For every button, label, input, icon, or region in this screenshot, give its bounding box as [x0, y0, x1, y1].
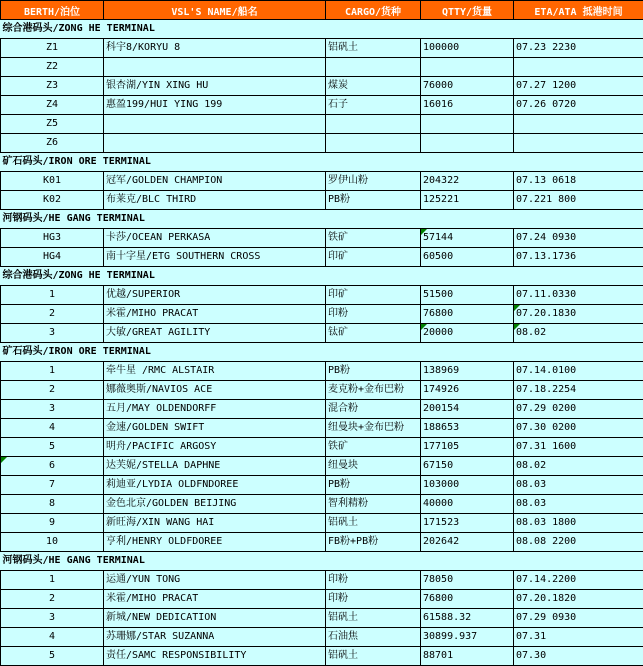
- eta-cell: 07.30 0200: [514, 419, 643, 438]
- eta-cell: 07.26 0720: [514, 96, 643, 115]
- table-row: [1, 324, 643, 343]
- vessel-cell: 惠盈199/HUI YING 199: [104, 96, 326, 115]
- section-title: 河钢码头/HE GANG TERMINAL: [1, 552, 643, 571]
- qtty-cell: 177105: [421, 438, 514, 457]
- qtty-cell: [421, 134, 514, 153]
- vessel-cell: 达芙妮/STELLA DAPHNE: [104, 457, 326, 476]
- berth-cell: 4: [1, 419, 104, 438]
- qtty-cell: 60500: [421, 248, 514, 267]
- table-row: [1, 628, 643, 647]
- cargo-cell: [326, 134, 421, 153]
- berth-cell: 7: [1, 476, 104, 495]
- qtty-cell: 57144: [421, 229, 514, 248]
- cargo-cell: 石子: [326, 96, 421, 115]
- eta-cell: 08.03: [514, 495, 643, 514]
- eta-cell: 07.31: [514, 628, 643, 647]
- cargo-cell: 铝矾土: [326, 647, 421, 666]
- eta-cell: 07.14.0100: [514, 362, 643, 381]
- qtty-cell: 138969: [421, 362, 514, 381]
- cargo-cell: 钛矿: [326, 324, 421, 343]
- berth-cell: HG4: [1, 248, 104, 267]
- eta-cell: 07.221 800: [514, 191, 643, 210]
- vessel-cell: [104, 134, 326, 153]
- table-row: [1, 590, 643, 609]
- qtty-cell: 61588.32: [421, 609, 514, 628]
- section-header-row: [1, 552, 643, 571]
- cargo-cell: 印粉: [326, 590, 421, 609]
- berth-cell: 3: [1, 324, 104, 343]
- table-row: [1, 96, 643, 115]
- vessel-cell: 银杏湖/YIN XING HU: [104, 77, 326, 96]
- vessel-cell: 南十字星/ETG SOUTHERN CROSS: [104, 248, 326, 267]
- section-header-row: [1, 210, 643, 229]
- berth-cell: 5: [1, 647, 104, 666]
- qtty-cell: 30899.937: [421, 628, 514, 647]
- vessel-cell: 运通/YUN TONG: [104, 571, 326, 590]
- table-row: [1, 609, 643, 628]
- vessel-cell: [104, 115, 326, 134]
- vessel-cell: 新旺海/XIN WANG HAI: [104, 514, 326, 533]
- berth-cell: 9: [1, 514, 104, 533]
- cargo-cell: 纽曼块+金布巴粉: [326, 419, 421, 438]
- berth-cell: 10: [1, 533, 104, 552]
- berth-cell: K02: [1, 191, 104, 210]
- section-header-row: [1, 20, 643, 39]
- vessel-cell: 金色北京/GOLDEN BEIJING: [104, 495, 326, 514]
- berth-cell: 2: [1, 381, 104, 400]
- table-body: [1, 20, 643, 666]
- qtty-cell: 204322: [421, 172, 514, 191]
- berth-cell: 1: [1, 362, 104, 381]
- berth-cell: Z2: [1, 58, 104, 77]
- qtty-cell: 16016: [421, 96, 514, 115]
- berth-cell: 2: [1, 590, 104, 609]
- table-row: [1, 134, 643, 153]
- cargo-cell: 铝矾土: [326, 609, 421, 628]
- eta-cell: 08.03: [514, 476, 643, 495]
- table-row: [1, 286, 643, 305]
- cargo-cell: 铁矿: [326, 438, 421, 457]
- cargo-cell: 印矿: [326, 248, 421, 267]
- vessel-cell: 新城/NEW DEDICATION: [104, 609, 326, 628]
- cargo-cell: 铝矾土: [326, 39, 421, 58]
- berth-cell: Z5: [1, 115, 104, 134]
- vessel-cell: 莉迪亚/LYDIA OLDFNDOREE: [104, 476, 326, 495]
- section-header-row: [1, 267, 643, 286]
- cargo-cell: 印粉: [326, 571, 421, 590]
- header-qtty: QTTY/货量: [421, 1, 514, 20]
- eta-cell: 07.29 0200: [514, 400, 643, 419]
- vessel-cell: 娜薇奥斯/NAVIOS ACE: [104, 381, 326, 400]
- berth-cell: 3: [1, 609, 104, 628]
- eta-cell: 07.23 2230: [514, 39, 643, 58]
- eta-cell: 07.20.1820: [514, 590, 643, 609]
- eta-cell: 07.29 0930: [514, 609, 643, 628]
- berth-cell: Z3: [1, 77, 104, 96]
- eta-cell: 08.03 1800: [514, 514, 643, 533]
- cargo-cell: 煤炭: [326, 77, 421, 96]
- vessel-cell: 明舟/PACIFIC ARGOSY: [104, 438, 326, 457]
- table-row: [1, 457, 643, 476]
- header-berth: BERTH/泊位: [1, 1, 104, 20]
- eta-cell: 07.20.1830: [514, 305, 643, 324]
- qtty-cell: 88701: [421, 647, 514, 666]
- qtty-cell: 76000: [421, 77, 514, 96]
- cargo-cell: 铁矿: [326, 229, 421, 248]
- table-row: [1, 571, 643, 590]
- table-row: [1, 115, 643, 134]
- table-row: [1, 77, 643, 96]
- vessel-cell: 牵牛星 /RMC ALSTAIR: [104, 362, 326, 381]
- berth-cell: 1: [1, 571, 104, 590]
- cargo-cell: PB粉: [326, 362, 421, 381]
- qtty-cell: 202642: [421, 533, 514, 552]
- eta-cell: 07.11.0330: [514, 286, 643, 305]
- qtty-cell: 67150: [421, 457, 514, 476]
- table-row: [1, 172, 643, 191]
- eta-cell: 08.02: [514, 457, 643, 476]
- berth-cell: Z4: [1, 96, 104, 115]
- table-row: [1, 229, 643, 248]
- vessel-cell: 亨利/HENRY OLDFDOREE: [104, 533, 326, 552]
- qtty-cell: 100000: [421, 39, 514, 58]
- vessel-cell: 苏珊娜/STAR SUZANNA: [104, 628, 326, 647]
- section-title: 河钢码头/HE GANG TERMINAL: [1, 210, 643, 229]
- header-row: [1, 1, 643, 20]
- qtty-cell: 51500: [421, 286, 514, 305]
- qtty-cell: 125221: [421, 191, 514, 210]
- cargo-cell: [326, 115, 421, 134]
- eta-cell: 08.02: [514, 324, 643, 343]
- berth-cell: Z6: [1, 134, 104, 153]
- berth-cell: K01: [1, 172, 104, 191]
- cargo-cell: FB粉+PB粉: [326, 533, 421, 552]
- section-header-row: [1, 153, 643, 172]
- eta-cell: [514, 58, 643, 77]
- qtty-cell: 174926: [421, 381, 514, 400]
- vessel-cell: 优越/SUPERIOR: [104, 286, 326, 305]
- berth-cell: 1: [1, 286, 104, 305]
- table-row: [1, 191, 643, 210]
- berth-cell: 5: [1, 438, 104, 457]
- eta-cell: 07.13.1736: [514, 248, 643, 267]
- eta-cell: 07.13 0618: [514, 172, 643, 191]
- table-row: [1, 248, 643, 267]
- cargo-cell: 纽曼块: [326, 457, 421, 476]
- qtty-cell: 200154: [421, 400, 514, 419]
- berth-cell: 3: [1, 400, 104, 419]
- eta-cell: [514, 115, 643, 134]
- qtty-cell: 76800: [421, 590, 514, 609]
- vessel-cell: [104, 58, 326, 77]
- table-row: [1, 438, 643, 457]
- cargo-cell: [326, 58, 421, 77]
- berth-cell: 4: [1, 628, 104, 647]
- berth-cell: HG3: [1, 229, 104, 248]
- table-row: [1, 381, 643, 400]
- eta-cell: 07.24 0930: [514, 229, 643, 248]
- vessel-cell: 米霍/MIHO PRACAT: [104, 590, 326, 609]
- cargo-cell: PB粉: [326, 191, 421, 210]
- vessel-cell: 米霍/MIHO PRACAT: [104, 305, 326, 324]
- qtty-cell: 20000: [421, 324, 514, 343]
- table-row: [1, 419, 643, 438]
- table-row: [1, 58, 643, 77]
- table-row: [1, 495, 643, 514]
- table-row: [1, 476, 643, 495]
- eta-cell: 07.27 1200: [514, 77, 643, 96]
- cargo-cell: 石油焦: [326, 628, 421, 647]
- eta-cell: 07.30: [514, 647, 643, 666]
- section-title: 矿石码头/IRON ORE TERMINAL: [1, 343, 643, 362]
- cargo-cell: 智利精粉: [326, 495, 421, 514]
- vessel-cell: 责任/SAMC RESPONSIBILITY: [104, 647, 326, 666]
- vessel-cell: 大敏/GREAT AGILITY: [104, 324, 326, 343]
- eta-cell: 07.31 1600: [514, 438, 643, 457]
- qtty-cell: 78050: [421, 571, 514, 590]
- cargo-cell: 罗伊山粉: [326, 172, 421, 191]
- qtty-cell: 40000: [421, 495, 514, 514]
- vessel-cell: 科宇8/KORYU 8: [104, 39, 326, 58]
- vessel-cell: 卡莎/OCEAN PERKASA: [104, 229, 326, 248]
- qtty-cell: [421, 58, 514, 77]
- vessel-cell: 五月/MAY OLDENDORFF: [104, 400, 326, 419]
- berth-cell: 6: [1, 457, 104, 476]
- cargo-cell: 混合粉: [326, 400, 421, 419]
- eta-cell: 07.18.2254: [514, 381, 643, 400]
- table-row: [1, 514, 643, 533]
- berth-cell: 8: [1, 495, 104, 514]
- table-row: [1, 305, 643, 324]
- vessel-cell: 布莱克/BLC THIRD: [104, 191, 326, 210]
- table-row: [1, 533, 643, 552]
- table-row: [1, 362, 643, 381]
- section-title: 综合港码头/ZONG HE TERMINAL: [1, 20, 643, 39]
- header-cargo: CARGO/货种: [326, 1, 421, 20]
- qtty-cell: 103000: [421, 476, 514, 495]
- header-eta: ETA/ATA 抵港时间: [514, 1, 643, 20]
- qtty-cell: 171523: [421, 514, 514, 533]
- cargo-cell: PB粉: [326, 476, 421, 495]
- vessel-cell: 金速/GOLDEN SWIFT: [104, 419, 326, 438]
- berth-cell: 2: [1, 305, 104, 324]
- eta-cell: 08.08 2200: [514, 533, 643, 552]
- section-header-row: [1, 343, 643, 362]
- qtty-cell: 76800: [421, 305, 514, 324]
- section-title: 矿石码头/IRON ORE TERMINAL: [1, 153, 643, 172]
- table-row: [1, 400, 643, 419]
- cargo-cell: 麦克粉+金布巴粉: [326, 381, 421, 400]
- cargo-cell: 铝矾土: [326, 514, 421, 533]
- table-row: [1, 39, 643, 58]
- eta-cell: 07.14.2200: [514, 571, 643, 590]
- berth-cell: Z1: [1, 39, 104, 58]
- vessel-cell: 冠军/GOLDEN CHAMPION: [104, 172, 326, 191]
- cargo-cell: 印矿: [326, 286, 421, 305]
- eta-cell: [514, 134, 643, 153]
- qtty-cell: 188653: [421, 419, 514, 438]
- section-title: 综合港码头/ZONG HE TERMINAL: [1, 267, 643, 286]
- header-vessel: VSL'S NAME/船名: [104, 1, 326, 20]
- qtty-cell: [421, 115, 514, 134]
- cargo-cell: 印粉: [326, 305, 421, 324]
